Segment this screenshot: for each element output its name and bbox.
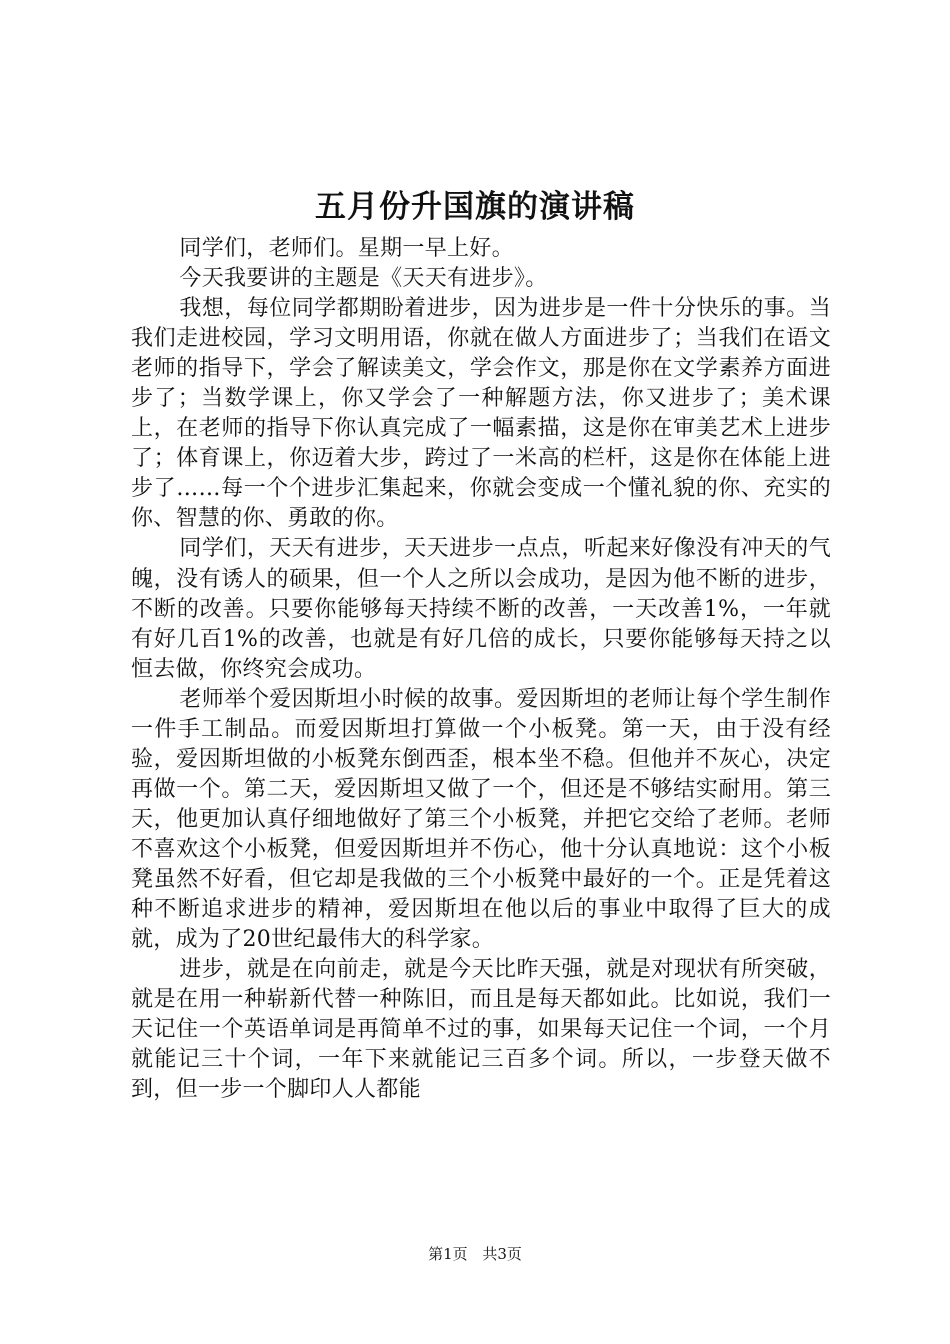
- document-title: 五月份升国旗的演讲稿: [315, 189, 635, 225]
- page-footer: [0, 1244, 950, 1264]
- paragraph-progress-definition: 进步，就是在向前走，就是今天比昨天强，就是对现状有所突破，就是在用一种崭新代替一种陈旧，而且是每天都如此。比如说，我们一天记住一个英语单词是再简单不过的事，如果每天记住一个词，一个月就能记三十个词，一年下来就能记三百多个词。所以，一步登天做不到，但一步一个脚印人人都能: [131, 957, 831, 1103]
- document-body: [131, 234, 831, 1105]
- paragraph-progress-examples: 我想，每位同学都期盼着进步，因为进步是一件十分快乐的事。当我们走进校园，学习文明用语，你就在做人方面进步了；当我们在语文老师的指导下，学会了解读美文，学会作文，那是你在文学素养方面进步了；当数学课上，你又学会了一种解题方法，你又进步了；美术课上，在老师的指导下你认真完成了一幅素描，这是你在审美艺术上进步了；体育课上，你迈着大步，跨过了一米高的栏杆，这是你在体能上进步了……每一个个进步汇集起来，你就会变成一个懂礼貌的你、充实的你、智慧的你、勇敢的你。: [131, 296, 831, 532]
- paragraph-greeting: 同学们，老师们。星期一早上好。: [179, 236, 514, 261]
- paragraph-einstein-story: 老师举个爱因斯坦小时候的故事。爱因斯坦的老师让每个学生制作一件手工制品。而爱因斯坦打算做一个小板凳。第一天，由于没有经验，爱因斯坦做的小板凳东倒西歪，根本坐不稳。但他并不灰心，决定再做一个。第二天，爱因斯坦又做了一个，但还是不够结实耐用。第三天，他更加认真仔细地做好了第三个小板凳，并把它交给了老师。老师不喜欢这个小板凳，但爱因斯坦并不伤心，他十分认真地说：这个小板凳虽然不好看，但它却是我做的三个小板凳中最好的一个。正是凭着这种不断追求进步的精神，爱因斯坦在他以后的事业中取得了巨大的成就，成为了20世纪最伟大的科学家。: [131, 686, 831, 953]
- page-number: 第1页: [428, 1245, 468, 1263]
- paragraph-daily-improvement: 同学们，天天有进步，天天进步一点点，听起来好像没有冲天的气魄，没有诱人的硕果，但一个人之所以会成功，是因为他不断的进步，不断的改善。只要你能够每天持续不断的改善，一天改善1%，一年就有好几百1%的改善，也就是有好几倍的成长，只要你能够每天持之以恒去做，你终究会成功。: [131, 536, 831, 682]
- page-total: 共3页: [482, 1245, 522, 1263]
- paragraph-topic: 今天我要讲的主题是《天天有进步》。: [179, 266, 548, 292]
